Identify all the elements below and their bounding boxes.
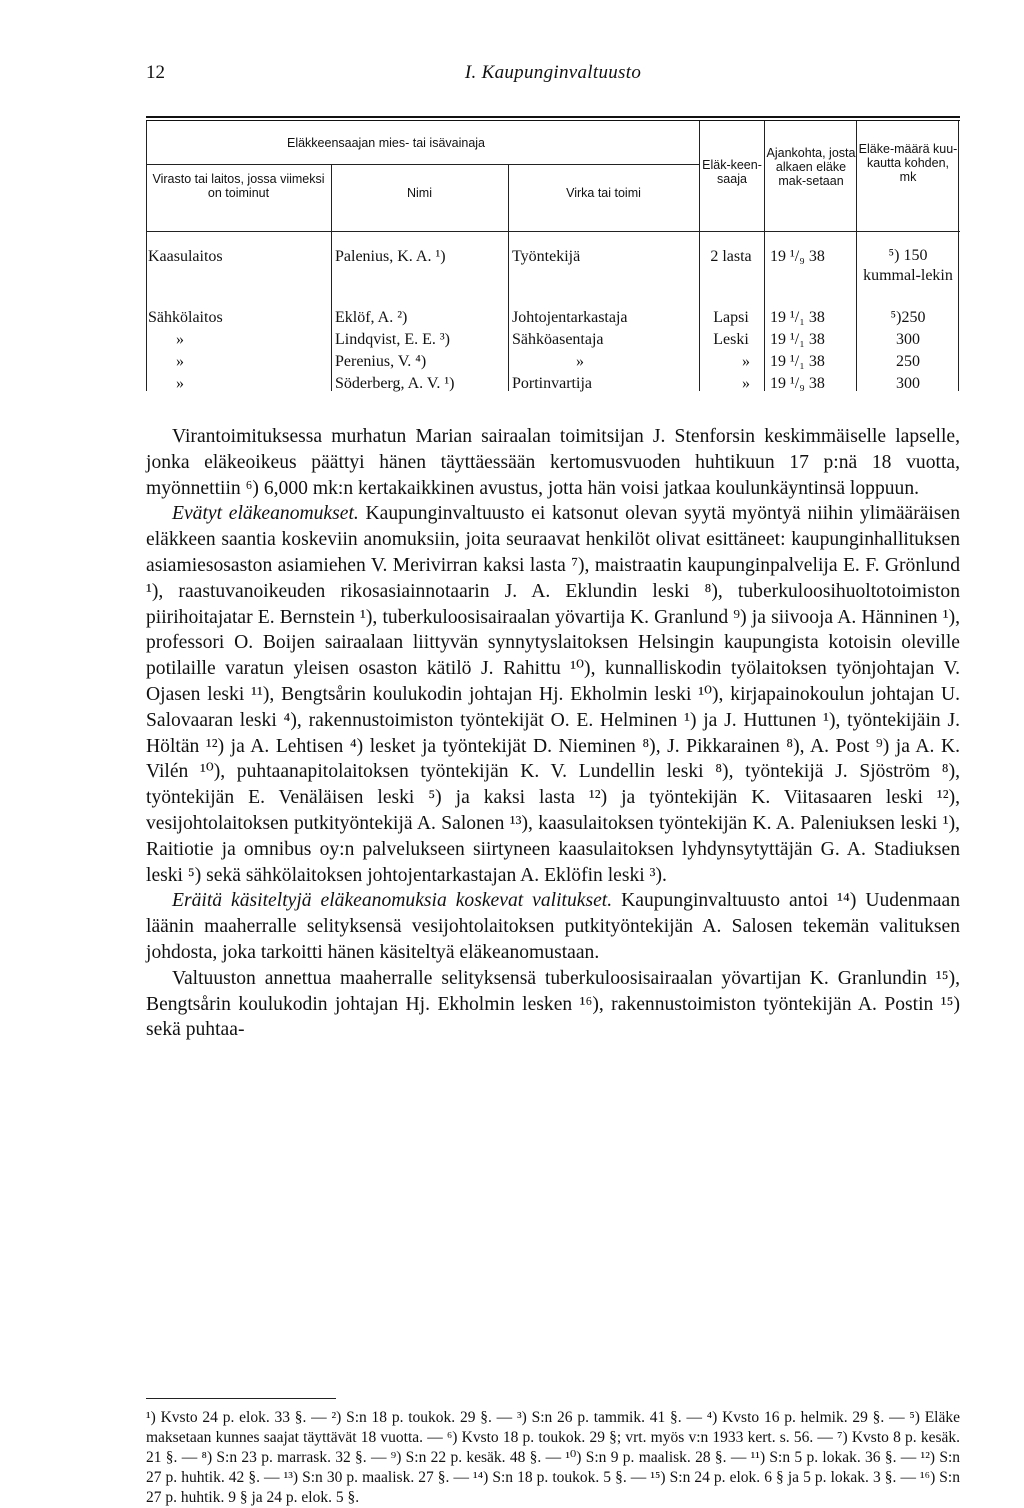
header-name: Nimi	[407, 186, 432, 200]
body-text	[146, 424, 960, 1043]
cell-start: 19 ¹/₁ 38	[770, 331, 825, 348]
cell-start: 19 ¹/₉ 38	[770, 248, 825, 265]
section-title: I. Kaupunginvaltuusto	[464, 62, 642, 83]
cell-start: 19 ¹/₁ 38	[770, 309, 825, 326]
cell-amount: 300	[896, 331, 920, 348]
cell-recipient: 2 lasta	[710, 248, 752, 265]
header-amount: Eläke-määrä kuu-kautta kohden, mk	[858, 142, 958, 184]
cell-recipient: Leski	[713, 331, 749, 348]
cell-amount: ⁵) 150 kummal-lekin	[863, 247, 953, 284]
cell-office: Kaasulaitos	[148, 248, 223, 265]
header-group: Eläkkeensaajan mies- tai isävainaja	[286, 136, 486, 150]
cell-job: »	[576, 353, 584, 370]
cell-recipient: »	[742, 375, 750, 392]
header-job: Virka tai toimi	[566, 186, 641, 200]
cell-recipient: Lapsi	[713, 309, 749, 326]
cell-office: »	[176, 353, 184, 370]
cell-name: Eklöf, A. ²)	[335, 309, 408, 326]
cell-start: 19 ¹/₉ 38	[770, 375, 825, 392]
header-start: Ajankohta, josta alkaen eläke mak-setaan	[766, 146, 856, 188]
cell-amount: ⁵)250	[890, 309, 926, 326]
cell-recipient: »	[742, 353, 750, 370]
cell-name: Palenius, K. A. ¹)	[335, 248, 446, 265]
paragraph-text: Kaupunginvaltuusto ei katsonut olevan syytä myöntyä niihin ylimääräisen eläkkeen saantia koskeviin anomuksiin, joita seuraavat henkilöt olivat esittäneet: kaupunginhallituksen asiamiesosaston asiamiehen V. Merivirran kaksi lasta ⁷), maistraatin kaupunginpalvelija E. F. Grönlund ¹), raastuvanoikeuden rikosasiainnotaarin J. A. Eklundin leski ⁸), tuberkuloosihuoltotoimiston piirihoitajatar E. Bernstein ¹), tuberkuloosisairaalan yövartija K. Granlund ⁹) ja siivooja A. Hänninen ¹), professori O. Boijen sairaalaan liittyvän synnytyslaitoksen Helsingin kaupungista kotoisin oleville potilaille varatun yleisen osaston kätilö J. Rahittu ¹⁰), kunnalliskodin työlaitoksen työnjohtajan V. Ojasen leski ¹¹), Bengtsårin koulukodin johtajan Hj. Ekholmin leski ¹⁰), kirjapainokoulun johtajan U. Salovaaran leski ⁴), rakennustoimiston työntekijät O. E. Helminen ¹) ja J. Huttunen ¹), työntekijäin J. Höltän ¹²) ja A. Lehtisen ⁴) lesket ja työntekijät D. Nieminen ⁸), J. Pikkarainen ⁸), A. Post ⁹) ja A. K. Vilén ¹⁰), puhtaanapitolaitoksen työntekijän K. V. Lundellin leski ⁸), työntekijä J. Sjöström ⁸), työntekijän E. Venäläisen leski ⁵) ja kaksi lasta ¹²) ja työntekijän K. Viitasaaren leski ¹²), vesijohtolaitoksen putkityöntekijä A. Salonen ¹³), kaasulaitoksen työntekijän K. A. Paleniuksen leski ¹), Raitiotie ja omnibus oy:n palvelukseen siirtyneen kaasulaitoksen lyhdynsytyttäjän G. A. Stadiuksen leski ⁵) sekä sähkölaitoksen johtojentarkastajan A. Eklöfin leski ³).	[146, 503, 960, 886]
cell-job: Sähköasentaja	[512, 331, 604, 348]
footnotes: ¹) Kvsto 24 p. elok. 33 §. — ²) S:n 18 p. toukok. 29 §. — ³) S:n 26 p. tammik. 41 §. — ⁴) Kvsto 16 p. helmik. 29 §. — ⁵) Eläke maksetaan kunnes saajat täyttävät 18 vuotta. — ⁶) Kvsto 18 p. toukok. 29 §; vrt. myös v:n 1933 kert. s. 56. — ⁷) Kvsto 8 p. kesäk. 21 §. — ⁸) S:n 23 p. marrask. 32 §. — ⁹) S:n 22 p. kesäk. 48 §. — ¹⁰) S:n 9 p. maalisk. 28 §. — ¹¹) S:n 5 p. lokak. 36 §. — ¹²) S:n 27 p. huhtik. 42 §. — ¹³) S:n 30 p. maalisk. 27 §. — ¹⁴) S:n 18 p. toukok. 5 §. — ¹⁵) S:n 24 p. elok. 6 § ja 5 p. lokak. 3 §. — ¹⁶) S:n 27 p. huhtik. 9 § ja 24 p. elok. 5 §.	[146, 1409, 960, 1506]
cell-name: Lindqvist, E. E. ³)	[335, 331, 451, 348]
cell-start: 19 ¹/₁ 38	[770, 353, 825, 370]
cell-office: »	[176, 375, 184, 392]
cell-name: Perenius, V. ⁴)	[335, 353, 427, 370]
header-office: Virasto tai laitos, jossa viimeksi on toiminut	[152, 172, 325, 200]
paragraph-text: Kaupunginvaltuusto antoi ¹⁴) Uudenmaan läänin maaherralle selityksensä vesijohtolaitoksen putkityöntekijän A. Salosen tekemän valituksen johdosta, joka tarkoitti hänen käsiteltyä eläkeanomustaan.	[146, 890, 960, 963]
footnote-divider	[146, 1398, 336, 1399]
cell-office: Sähkölaitos	[148, 309, 223, 326]
running-header	[146, 62, 960, 92]
header-recipient: Eläk-keen-saaja	[702, 158, 762, 186]
paragraph-heading: Evätyt eläkeanomukset.	[172, 503, 359, 525]
cell-amount: 300	[896, 375, 920, 392]
cell-job: Portinvartija	[512, 375, 592, 392]
cell-job: Johtojentarkastaja	[512, 309, 628, 326]
paragraph	[146, 888, 960, 965]
paragraph: Valtuuston annettua maaherralle selityksensä tuberkuloosisairaalan yövartijan K. Granlundin ¹⁵), Bengtsårin koulukodin johtajan Hj. Ekholmin lesken ¹⁶), rakennustoimiston työntekijän A. Postin ¹⁵) sekä puhtaa-	[146, 967, 960, 1041]
page-number: 12	[146, 62, 165, 83]
paragraph: Virantoimituksessa murhatun Marian sairaalan toimitsijan J. Stenforsin keskimmäiselle lapselle, jonka eläkeoikeus päättyi hänen täyttäessään kertomusvuoden huhtikuun 17 p:nä 18 vuotta, myönnettiin ⁶) 6,000 mk:n kertakaikkinen avustus, jotta hän voisi jatkaa koulunkäyntinsä loppuun.	[146, 426, 960, 499]
paragraph-heading: Eräitä käsiteltyjä eläkeanomuksia koskevat valitukset.	[172, 890, 613, 912]
cell-job: Työntekijä	[512, 248, 581, 265]
cell-name: Söderberg, A. V. ¹)	[335, 375, 455, 392]
pension-table	[146, 116, 960, 396]
paragraph	[146, 501, 960, 888]
cell-office: »	[176, 331, 184, 348]
cell-amount: 250	[896, 353, 920, 370]
